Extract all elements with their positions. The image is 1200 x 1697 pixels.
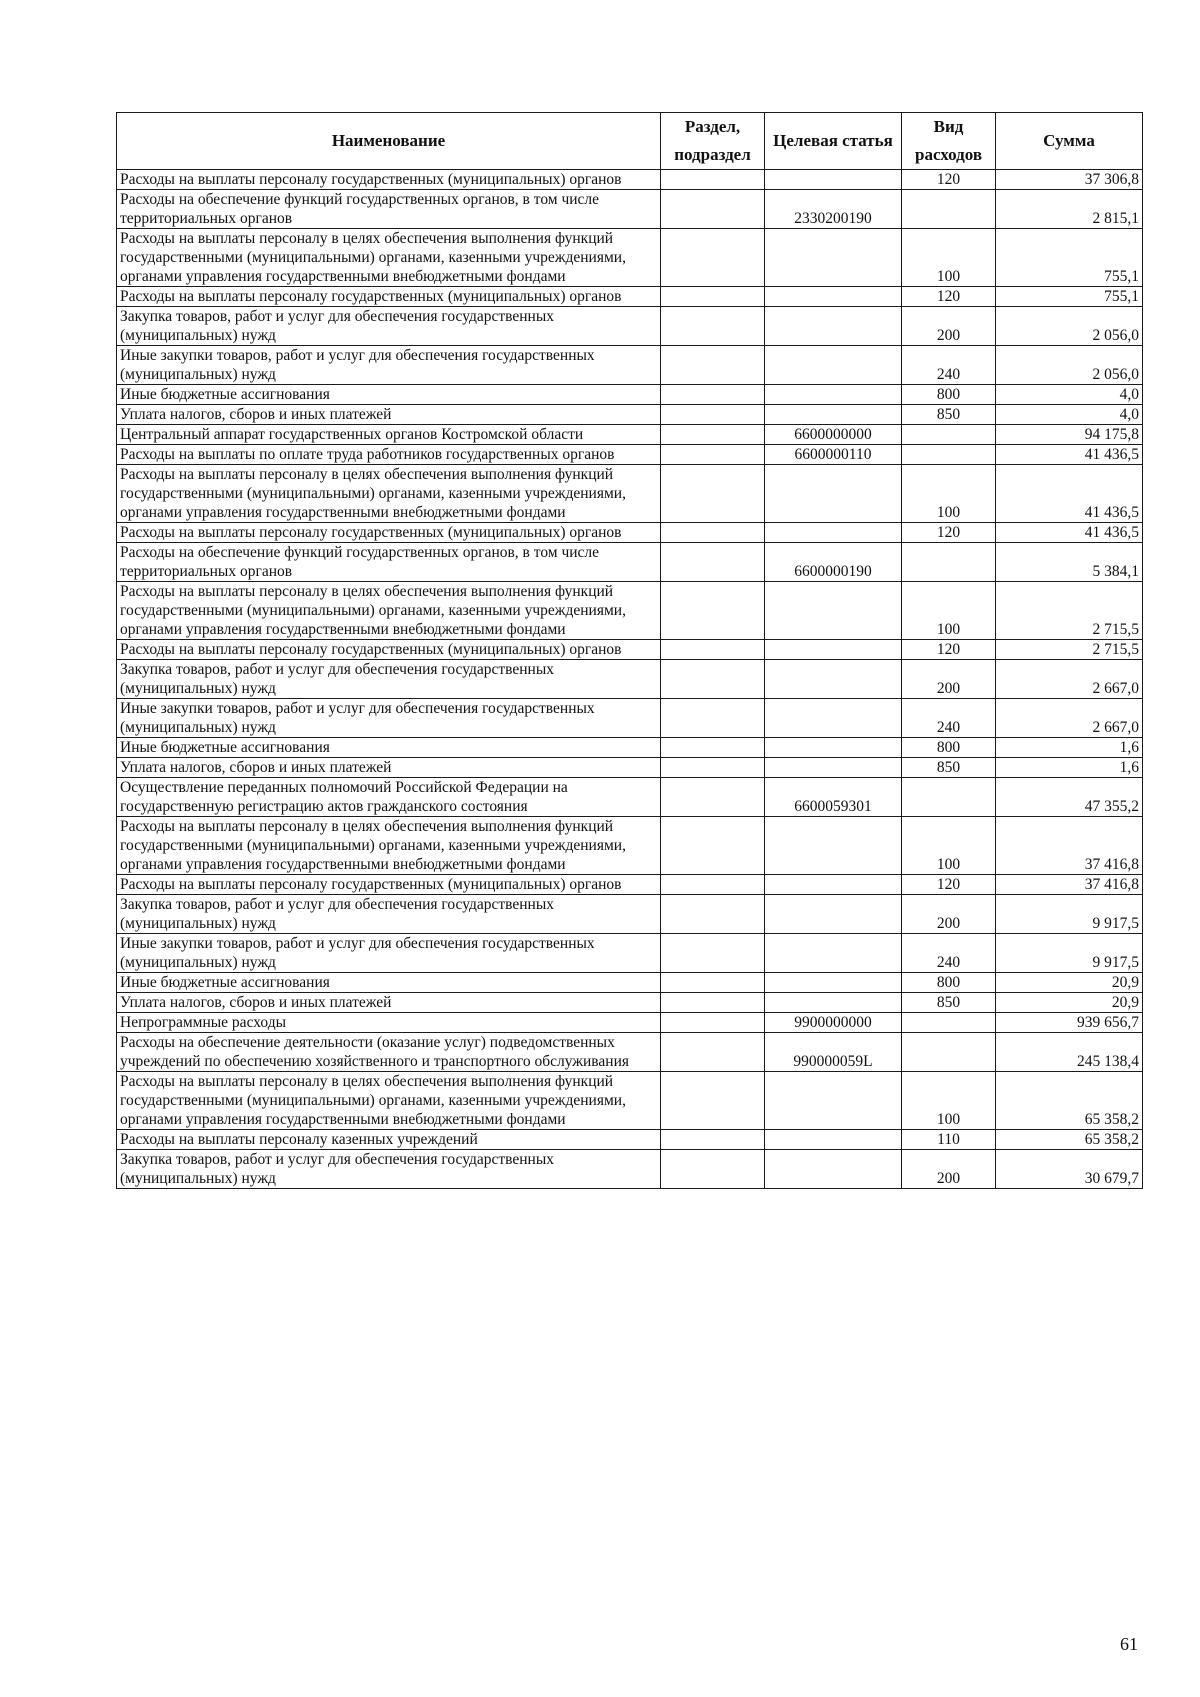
cell-sum: 20,9: [996, 973, 1143, 993]
cell-section: [661, 1033, 765, 1072]
cell-name: Уплата налогов, сборов и иных платежей: [117, 758, 661, 778]
cell-target: 6600000190: [765, 543, 902, 582]
cell-section: [661, 543, 765, 582]
cell-section: [661, 582, 765, 640]
cell-name: Иные закупки товаров, работ и услуг для обеспечения государственных (муниципальных) нужд: [117, 934, 661, 973]
cell-sum: 9 917,5: [996, 895, 1143, 934]
cell-name: Расходы на выплаты персоналу в целях обеспечения выполнения функций государственными (муниципальными) органами, казенными учреждениями, органами управления государственными внебюджетными фондами: [117, 229, 661, 287]
header-row: [117, 113, 1143, 170]
cell-target: [765, 875, 902, 895]
cell-section: [661, 993, 765, 1013]
cell-target: [765, 287, 902, 307]
cell-section: [661, 170, 765, 190]
cell-sum: 5 384,1: [996, 543, 1143, 582]
cell-expense-type: 120: [902, 170, 996, 190]
cell-name: Расходы на выплаты персоналу в целях обеспечения выполнения функций государственными (муниципальными) органами, казенными учреждениями, органами управления государственными внебюджетными фондами: [117, 465, 661, 523]
cell-expense-type: 120: [902, 523, 996, 543]
table-header: [117, 113, 1143, 170]
cell-section: [661, 640, 765, 660]
cell-sum: 37 306,8: [996, 170, 1143, 190]
table-row: [117, 346, 1143, 385]
cell-section: [661, 973, 765, 993]
cell-section: [661, 1072, 765, 1130]
cell-sum: 2 667,0: [996, 660, 1143, 699]
table-row: [117, 425, 1143, 445]
cell-section: [661, 738, 765, 758]
cell-sum: 4,0: [996, 385, 1143, 405]
cell-expense-type: 100: [902, 1072, 996, 1130]
cell-target: [765, 934, 902, 973]
table-row: [117, 993, 1143, 1013]
cell-sum: 4,0: [996, 405, 1143, 425]
table-row: [117, 738, 1143, 758]
cell-name: Расходы на выплаты персоналу государственных (муниципальных) органов: [117, 170, 661, 190]
cell-section: [661, 895, 765, 934]
cell-expense-type: [902, 1013, 996, 1033]
cell-target: [765, 758, 902, 778]
header-section: Раздел, подраздел: [661, 113, 765, 170]
cell-target: [765, 1130, 902, 1150]
cell-target: [765, 895, 902, 934]
cell-sum: 939 656,7: [996, 1013, 1143, 1033]
cell-sum: 2 715,5: [996, 582, 1143, 640]
cell-name: Расходы на выплаты персоналу государственных (муниципальных) органов: [117, 640, 661, 660]
cell-section: [661, 875, 765, 895]
cell-target: 6600059301: [765, 778, 902, 817]
table-row: [117, 640, 1143, 660]
cell-section: [661, 385, 765, 405]
cell-name: Расходы на выплаты персоналу государственных (муниципальных) органов: [117, 523, 661, 543]
cell-section: [661, 934, 765, 973]
cell-name: Иные закупки товаров, работ и услуг для обеспечения государственных (муниципальных) нужд: [117, 346, 661, 385]
cell-expense-type: 100: [902, 465, 996, 523]
table-row: [117, 543, 1143, 582]
header-name: Наименование: [117, 113, 661, 170]
table-row: [117, 1130, 1143, 1150]
cell-expense-type: 850: [902, 405, 996, 425]
cell-sum: 65 358,2: [996, 1072, 1143, 1130]
table-row: [117, 1013, 1143, 1033]
table-row: [117, 778, 1143, 817]
table-row: [117, 699, 1143, 738]
cell-sum: 755,1: [996, 287, 1143, 307]
cell-name: Иные бюджетные ассигнования: [117, 385, 661, 405]
table-row: [117, 875, 1143, 895]
cell-name: Центральный аппарат государственных органов Костромской области: [117, 425, 661, 445]
cell-expense-type: 240: [902, 699, 996, 738]
cell-name: Осуществление переданных полномочий Российской Федерации на государственную регистрацию актов гражданского состояния: [117, 778, 661, 817]
cell-target: 9900000000: [765, 1013, 902, 1033]
cell-expense-type: 120: [902, 287, 996, 307]
table-body: [117, 170, 1143, 1189]
cell-expense-type: 240: [902, 346, 996, 385]
cell-expense-type: 100: [902, 817, 996, 875]
cell-name: Расходы на выплаты по оплате труда работников государственных органов: [117, 445, 661, 465]
cell-section: [661, 425, 765, 445]
table-row: [117, 973, 1143, 993]
table-row: [117, 758, 1143, 778]
cell-expense-type: 100: [902, 582, 996, 640]
cell-expense-type: 200: [902, 660, 996, 699]
cell-name: Расходы на обеспечение функций государственных органов, в том числе территориальных органов: [117, 190, 661, 229]
cell-target: [765, 640, 902, 660]
table-row: [117, 190, 1143, 229]
cell-expense-type: 120: [902, 875, 996, 895]
cell-target: [765, 385, 902, 405]
cell-sum: 755,1: [996, 229, 1143, 287]
cell-sum: 2 667,0: [996, 699, 1143, 738]
cell-expense-type: [902, 543, 996, 582]
cell-section: [661, 817, 765, 875]
cell-target: [765, 346, 902, 385]
cell-expense-type: 200: [902, 895, 996, 934]
cell-target: [765, 817, 902, 875]
header-sum: Сумма: [996, 113, 1143, 170]
cell-name: Закупка товаров, работ и услуг для обеспечения государственных (муниципальных) нужд: [117, 307, 661, 346]
table-row: [117, 582, 1143, 640]
cell-sum: 37 416,8: [996, 817, 1143, 875]
cell-section: [661, 523, 765, 543]
cell-section: [661, 465, 765, 523]
cell-sum: 65 358,2: [996, 1130, 1143, 1150]
cell-target: [765, 170, 902, 190]
cell-name: Расходы на выплаты персоналу казенных учреждений: [117, 1130, 661, 1150]
cell-sum: 41 436,5: [996, 445, 1143, 465]
cell-expense-type: [902, 190, 996, 229]
page-number: 61: [1120, 1634, 1138, 1654]
cell-target: [765, 405, 902, 425]
table-row: [117, 1072, 1143, 1130]
cell-sum: 1,6: [996, 738, 1143, 758]
cell-name: Расходы на обеспечение функций государственных органов, в том числе территориальных органов: [117, 543, 661, 582]
cell-target: 6600000000: [765, 425, 902, 445]
table-row: [117, 523, 1143, 543]
cell-sum: 2 715,5: [996, 640, 1143, 660]
cell-sum: 94 175,8: [996, 425, 1143, 445]
budget-table: [116, 112, 1143, 1189]
cell-name: Закупка товаров, работ и услуг для обеспечения государственных (муниципальных) нужд: [117, 660, 661, 699]
cell-expense-type: [902, 445, 996, 465]
table-row: [117, 1033, 1143, 1072]
table-row: [117, 895, 1143, 934]
table-row: [117, 170, 1143, 190]
cell-expense-type: 800: [902, 973, 996, 993]
table-row: [117, 229, 1143, 287]
cell-section: [661, 1130, 765, 1150]
cell-section: [661, 1013, 765, 1033]
cell-section: [661, 190, 765, 229]
cell-section: [661, 699, 765, 738]
cell-name: Уплата налогов, сборов и иных платежей: [117, 405, 661, 425]
cell-target: [765, 229, 902, 287]
cell-sum: 2 056,0: [996, 307, 1143, 346]
cell-expense-type: 110: [902, 1130, 996, 1150]
cell-section: [661, 229, 765, 287]
table-row: [117, 1150, 1143, 1189]
cell-name: Непрограммные расходы: [117, 1013, 661, 1033]
cell-expense-type: 850: [902, 993, 996, 1013]
cell-target: [765, 1072, 902, 1130]
cell-target: [765, 973, 902, 993]
budget-table-container: [116, 112, 1142, 1189]
cell-name: Расходы на выплаты персоналу государственных (муниципальных) органов: [117, 875, 661, 895]
cell-target: [765, 1150, 902, 1189]
cell-target: [765, 738, 902, 758]
cell-name: Закупка товаров, работ и услуг для обеспечения государственных (муниципальных) нужд: [117, 895, 661, 934]
cell-target: [765, 465, 902, 523]
cell-sum: 2 056,0: [996, 346, 1143, 385]
table-row: [117, 405, 1143, 425]
cell-section: [661, 346, 765, 385]
table-row: [117, 817, 1143, 875]
header-expense-type: Вид расходов: [902, 113, 996, 170]
cell-section: [661, 660, 765, 699]
cell-section: [661, 445, 765, 465]
cell-sum: 41 436,5: [996, 465, 1143, 523]
cell-target: [765, 307, 902, 346]
table-row: [117, 287, 1143, 307]
cell-target: [765, 993, 902, 1013]
cell-sum: 9 917,5: [996, 934, 1143, 973]
cell-name: Иные бюджетные ассигнования: [117, 973, 661, 993]
cell-target: [765, 582, 902, 640]
cell-name: Расходы на выплаты персоналу в целях обеспечения выполнения функций государственными (муниципальными) органами, казенными учреждениями, органами управления государственными внебюджетными фондами: [117, 817, 661, 875]
cell-section: [661, 405, 765, 425]
table-row: [117, 660, 1143, 699]
cell-target: [765, 523, 902, 543]
cell-expense-type: [902, 778, 996, 817]
cell-section: [661, 758, 765, 778]
cell-target: [765, 699, 902, 738]
header-target: Целевая статья: [765, 113, 902, 170]
cell-name: Расходы на выплаты персоналу в целях обеспечения выполнения функций государственными (муниципальными) органами, казенными учреждениями, органами управления государственными внебюджетными фондами: [117, 1072, 661, 1130]
cell-name: Расходы на выплаты персоналу государственных (муниципальных) органов: [117, 287, 661, 307]
cell-target: 6600000110: [765, 445, 902, 465]
table-row: [117, 445, 1143, 465]
cell-name: Закупка товаров, работ и услуг для обеспечения государственных (муниципальных) нужд: [117, 1150, 661, 1189]
cell-sum: 245 138,4: [996, 1033, 1143, 1072]
table-row: [117, 934, 1143, 973]
cell-name: Уплата налогов, сборов и иных платежей: [117, 993, 661, 1013]
table-row: [117, 385, 1143, 405]
cell-expense-type: 800: [902, 385, 996, 405]
cell-name: Расходы на обеспечение деятельности (оказание услуг) подведомственных учреждений по обеспечению хозяйственного и транспортного обслуживания: [117, 1033, 661, 1072]
cell-expense-type: 200: [902, 1150, 996, 1189]
cell-section: [661, 307, 765, 346]
cell-name: Иные бюджетные ассигнования: [117, 738, 661, 758]
cell-section: [661, 778, 765, 817]
cell-sum: 2 815,1: [996, 190, 1143, 229]
cell-expense-type: 240: [902, 934, 996, 973]
cell-expense-type: 800: [902, 738, 996, 758]
table-row: [117, 465, 1143, 523]
cell-target: 990000059L: [765, 1033, 902, 1072]
cell-sum: 47 355,2: [996, 778, 1143, 817]
cell-expense-type: 200: [902, 307, 996, 346]
cell-sum: 20,9: [996, 993, 1143, 1013]
cell-expense-type: 850: [902, 758, 996, 778]
table-row: [117, 307, 1143, 346]
cell-expense-type: 100: [902, 229, 996, 287]
cell-sum: 1,6: [996, 758, 1143, 778]
cell-sum: 37 416,8: [996, 875, 1143, 895]
cell-section: [661, 1150, 765, 1189]
cell-expense-type: [902, 425, 996, 445]
cell-expense-type: 120: [902, 640, 996, 660]
cell-target: 2330200190: [765, 190, 902, 229]
cell-name: Иные закупки товаров, работ и услуг для обеспечения государственных (муниципальных) нужд: [117, 699, 661, 738]
cell-target: [765, 660, 902, 699]
cell-section: [661, 287, 765, 307]
cell-name: Расходы на выплаты персоналу в целях обеспечения выполнения функций государственными (муниципальными) органами, казенными учреждениями, органами управления государственными внебюджетными фондами: [117, 582, 661, 640]
cell-sum: 41 436,5: [996, 523, 1143, 543]
cell-sum: 30 679,7: [996, 1150, 1143, 1189]
cell-expense-type: [902, 1033, 996, 1072]
